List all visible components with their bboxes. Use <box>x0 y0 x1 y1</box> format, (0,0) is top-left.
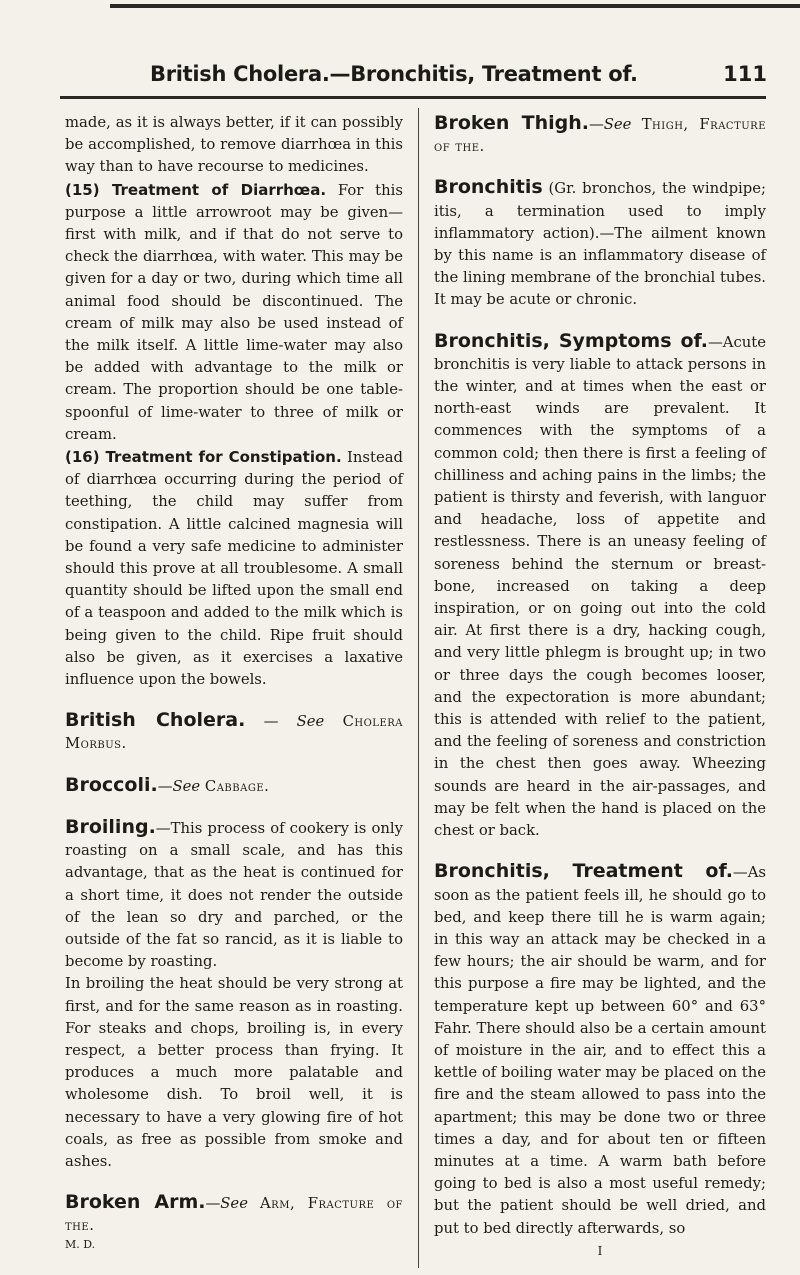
signature-mark: M. D. <box>65 1237 96 1251</box>
paragraph-continuation: made, as it is always better, if it can possibly be accomplished, to remove diarrhœa in this way than to have recourse to medicines. <box>65 114 403 176</box>
entry-broiling-continued: In broiling the heat should be very strong at first, and for the same reason as in roasting. For steaks and chops, broiling is, in every respect, a better process than frying. It produces a much more palatable and wholesome dish. To broil well, it is necessary to have a very glowing fire of hot coals, as free as possible from smoke and ashes. <box>65 975 403 1170</box>
cross-reference: Cholera Morbus. <box>65 713 403 753</box>
entry-bronchitis-treatment: Bronchitis, Treatment of.—As soon as the patient feels ill, he should go to bed, and keep there till he is warm again; in this way an attack may be checked in a few hours; the air should be warm, and for this purpose a fire may be lighted, and the temperature kept up between 60° and 63° Fahr. There should also be a certain amount of moisture in the air, and to effect this a kettle of boiling water may be placed on the fire and the steam allowed to pass into the apartment; this may be done two or three times a day, and for about ten or fifteen minutes at a time. A warm bath before going to bed is also a most useful remedy; but the patient should be well dried, and put to bed directly afterwards, so <box>434 860 766 1237</box>
entry-headword: Broken Thigh. <box>434 112 589 134</box>
section-constipation: (16) Treatment for Constipation. Instead of diarrhœa occurring during the period of teething, the child may suffer from constipation. A little calcined magnesia will be found a very safe medicine to administer should this prove at all troublesome. A small quantity should be lifted upon the small end of a teaspoon and added to the milk which is being given to the child. Ripe fruit should also be given, as it exercises a laxative influence upon the bowels. <box>65 448 404 689</box>
right-column <box>434 112 766 1262</box>
page-header <box>0 62 800 92</box>
entry-headword: Broccoli. <box>65 773 158 796</box>
column-divider <box>418 108 419 1268</box>
entry-broiling: Broiling.—This process of cookery is only roasting on a small scale, and has this advantage, that as the heat is continued for a short time, it does not render the outside of the lean so dry and parched, or the outside of the fat so rancid, as it is liable to become by roasting. <box>65 815 403 971</box>
entry-broken-arm: Broken Arm.—See Arm, Fracture of the. <box>65 1191 403 1235</box>
entry-headword: Bronchitis <box>434 176 543 199</box>
section-heading: (15) Treatment of Diarrhœa. <box>65 180 327 199</box>
entry-headword: Bronchitis, Symptoms of. <box>434 329 708 352</box>
left-column <box>65 112 403 1251</box>
section-heading: (16) Treatment for Constipation. <box>65 448 342 467</box>
cross-reference: Arm, Fracture of the. <box>65 1195 403 1235</box>
cross-reference: Cabbage. <box>204 777 270 795</box>
page-number: 111 <box>723 62 767 86</box>
running-title: British Cholera.—Bronchitis, Treatment of. <box>150 62 638 86</box>
entry-broccoli: Broccoli.—See Cabbage. <box>65 773 270 796</box>
entry-headword: Broiling. <box>65 815 156 838</box>
entry-headword: Bronchitis, Treatment of. <box>434 860 733 883</box>
header-rule <box>60 96 766 99</box>
entry-headword: Broken Arm. <box>65 1191 206 1214</box>
entry-headword: British Cholera. <box>65 709 246 732</box>
entry-bronchitis-symptoms: Bronchitis, Symptoms of.—Acute bronchitis is very liable to attack persons in the winter, and at times when the east or north-east winds are prevalent. It commences with the symptoms of a common cold; then there is first a feeling of chilliness and aching pains in the limbs; the patient is thirsty and feverish, with languor and headache, loss of appetite and restlessness. There is an uneasy feeling of soreness behind the sternum or breast-bone, increased on taking a deep inspiration, or on going out into the cold air. At first there is a dry, hacking cough, and very little phlegm is brought up; in two or three days the cough becomes looser, and the expectoration is more abundant; this is attended with relief to the patient, and the feeling of soreness and constriction in the chest then goes away. Wheezing sounds are heard in the air-passages, and may be felt when the hand is placed on the chest or back. <box>434 329 766 840</box>
entry-british-cholera: British Cholera. — See Cholera Morbus. <box>65 709 403 753</box>
entry-broken-thigh: Broken Thigh.—See Thigh, Fracture of the. <box>434 112 766 156</box>
top-edge-bar <box>110 4 800 8</box>
section-diarrhoea: (15) Treatment of Diarrhœa. For this purpose a little arrowroot may be given—first with milk, and if that do not serve to check the diarrhœa, with water. This may be given for a day or two, during which time all animal food should be discontinued. The cream of milk may also be used instead of the milk itself. A little lime-water may also be added with advantage to the milk or cream. The proportion should be one table-spoonful of lime-water to three of milk or cream. <box>65 180 403 443</box>
cross-reference: Thigh, Fracture of the. <box>434 116 766 156</box>
entry-bronchitis: Bronchitis (Gr. bronchos, the windpipe; itis, a termination used to imply inflammatory action).—The ailment known by this name is an inflammatory disease of the lining membrane of the bronchial tubes. It may be acute or chronic. <box>434 176 766 309</box>
footer-mark: I <box>597 1243 603 1258</box>
